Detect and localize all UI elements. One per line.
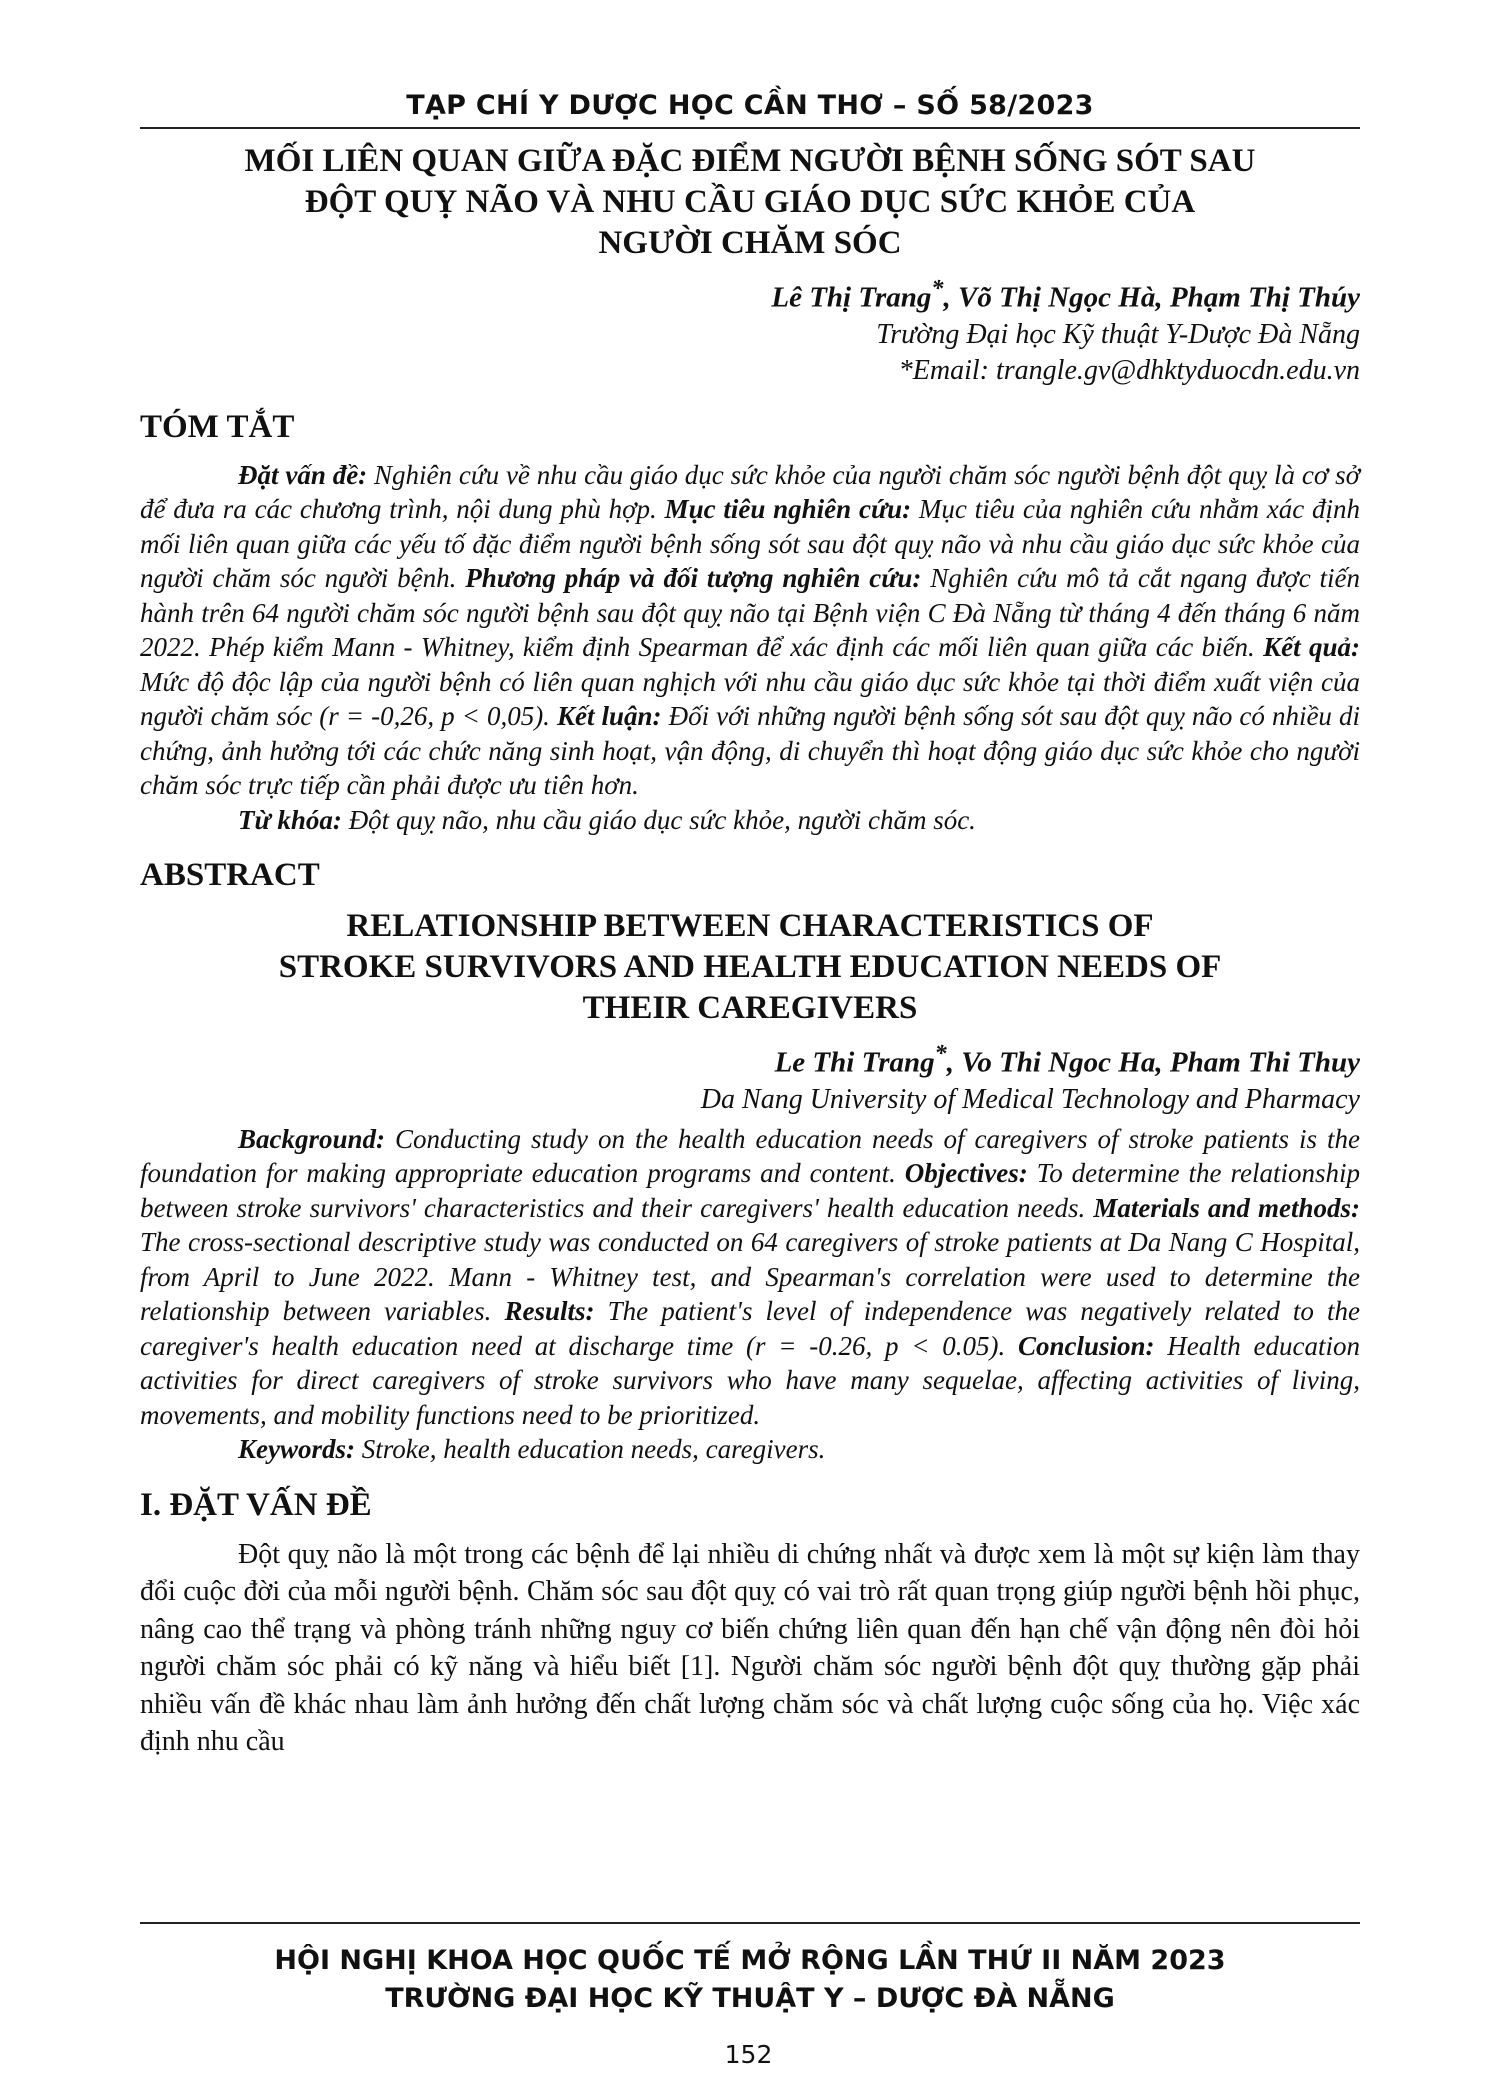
summary-label: Mục tiêu nghiên cứu: — [664, 494, 912, 525]
summary-label: Phương pháp và đối tượng nghiên cứu: — [465, 563, 922, 594]
vi-affiliation: Trường Đại học Kỹ thuật Y-Dược Đà Nẵng — [876, 318, 1360, 350]
abstract-text: To determine the relationship between stroke survivors' characteristics and their caregivers' health education needs. — [140, 1158, 1360, 1223]
abstract-label: Results: — [504, 1296, 595, 1327]
abstract-label: Background: — [238, 1123, 386, 1154]
journal-header: TẠP CHÍ Y DƯỢC HỌC CẦN THƠ – SỐ 58/2023 — [140, 90, 1360, 129]
page-number: 152 — [724, 2040, 773, 2069]
vi-author-rest: , Võ Thị Ngọc Hà, Phạm Thị Thúy — [943, 281, 1360, 314]
keywords-label: Từ khóa: — [238, 804, 342, 835]
vi-author-mark: * — [931, 275, 944, 302]
summary-text: Mức độ độc lập của người bệnh có liên quan nghịch với nhu cầu giáo dục sức khỏe tại thời điểm xuất viện của người chăm sóc (r = -0,26, p < 0,05). — [140, 666, 1360, 732]
en-keywords — [140, 1432, 1360, 1467]
abstract-label: Conclusion: — [1017, 1330, 1155, 1361]
en-authors — [140, 1035, 1360, 1082]
abstract-text: Health education activities for direct caregivers of stroke survivors who have many sequelae, affecting activities of living, movements, and mobility functions need to be prioritized. — [140, 1330, 1360, 1430]
footer-line: HỘI NGHỊ KHOA HỌC QUỐC TẾ MỞ RỘNG LẦN THỨ II NĂM 2023 — [274, 1945, 1226, 1976]
vi-keywords — [140, 803, 1360, 838]
intro-paragraph: Đột quỵ não là một trong các bệnh để lại nhiều di chứng nhất và được xem là một sự kiện làm thay đổi cuộc đời của mỗi người bệnh. Chăm sóc sau đột quỵ có vai trò rất quan trọng giúp người bệnh hồi phục, nâng cao thể trạng và phòng tránh những nguy cơ biến chứng liên quan đến hạn chế vận động nên đòi hỏi người chăm sóc phải có kỹ năng và hiểu biết [1]. Người chăm sóc người bệnh đột quỵ thường gặp phải nhiều vấn đề khác nhau làm ảnh hưởng đến chất lượng chăm sóc và chất lượng cuộc sống của họ. Việc xác định nhu cầu — [140, 1538, 1360, 1758]
summary-label: Kết quả: — [1263, 632, 1360, 663]
en-author-rest: , Vo Thi Ngoc Ha, Pham Thi Thuy — [946, 1046, 1360, 1079]
vi-title-line: ĐỘT QUỴ NÃO VÀ NHU CẦU GIÁO DỤC SỨC KHỎE CỦA — [304, 184, 1196, 220]
vi-title-line: MỐI LIÊN QUAN GIỮA ĐẶC ĐIỂM NGƯỜI BỆNH SỐNG SÓT SAU — [244, 143, 1256, 179]
en-author-mark: * — [934, 1040, 947, 1068]
summary-text: Nghiên cứu mô tả cắt ngang được tiến hành trên 64 người chăm sóc người bệnh sau đột quỵ não tại Bệnh viện C Đà Nẵng từ tháng 4 đến tháng 6 năm 2022. Phép kiểm Mann - Whitney, kiểm định Spearman để xác định các mối liên quan giữa các biến. — [140, 563, 1361, 663]
en-title-line: STROKE SURVIVORS AND HEALTH EDUCATION NEEDS OF — [278, 949, 1222, 986]
en-abstract-paragraph — [140, 1122, 1360, 1433]
intro-heading: I. ĐẶT VẤN ĐỀ — [140, 1486, 372, 1523]
en-title — [140, 906, 1360, 1029]
keywords-label: Keywords: — [238, 1434, 355, 1465]
summary-text: Mục tiêu của nghiên cứu nhằm xác định mối liên quan giữa các yếu tố đặc điểm người bệnh sống sót sau đột quỵ não và nhu cầu giáo dục sức khỏe của người chăm sóc người bệnh. — [140, 494, 1360, 594]
abstract-label: Objectives: — [904, 1158, 1028, 1189]
vi-title-line: NGƯỜI CHĂM SÓC — [598, 225, 902, 261]
abstract-text: The cross-sectional descriptive study was conducted on 64 caregivers of stroke patients at Da Nang C Hospital, from April to June 2022. Mann - Whitney test, and Spearman's correlation were used to determine the relationship between variables. — [140, 1227, 1360, 1327]
abstract-text: Conducting study on the health education needs of caregivers of stroke patients is the foundation for making appropriate education programs and content. — [140, 1123, 1360, 1189]
footer-line: TRƯỜNG ĐẠI HỌC KỸ THUẬT Y – DƯỢC ĐÀ NẴNG — [385, 1983, 1115, 2014]
en-title-line: RELATIONSHIP BETWEEN CHARACTERISTICS OF — [346, 908, 1154, 945]
summary-text: Nghiên cứu về nhu cầu giáo dục sức khỏe của người chăm sóc người bệnh đột quỵ là cơ sở để đưa ra các chương trình, nội dung phù hợp. — [140, 459, 1361, 525]
summary-label: Đặt vấn đề: — [238, 459, 368, 490]
summary-heading: TÓM TẮT — [140, 408, 295, 445]
en-author-first: Le Thi Trang — [774, 1046, 935, 1079]
abstract-text: The patient's level of independence was negatively related to the caregiver's health education need at discharge time (r = -0.26, p < 0.05). — [140, 1296, 1360, 1361]
abstract-label: Materials and methods: — [1093, 1192, 1360, 1223]
abstract-heading: ABSTRACT — [140, 857, 320, 894]
vi-email: *Email: trangle.gv@dhktyduocdn.edu.vn — [898, 354, 1360, 386]
keywords-text: Đột quỵ não, nhu cầu giáo dục sức khỏe, người chăm sóc. — [341, 804, 976, 835]
summary-label: Kết luận: — [556, 701, 662, 732]
en-title-line: THEIR CAREGIVERS — [582, 990, 918, 1027]
summary-text: Đối với những người bệnh sống sót sau đột quỵ não có nhiều di chứng, ảnh hưởng tới các chức năng sinh hoạt, vận động, di chuyển thì hoạt động giáo dục sức khỏe cho người chăm sóc trực tiếp cần phải được ưu tiên hơn. — [140, 701, 1360, 801]
footer — [140, 1922, 1360, 2018]
en-affiliation: Da Nang University of Medical Technology and Pharmacy — [700, 1083, 1360, 1115]
keywords-text: Stroke, health education needs, caregivers. — [355, 1434, 826, 1465]
vi-authors — [140, 270, 1360, 317]
vi-title — [140, 141, 1360, 264]
vi-summary-paragraph — [140, 458, 1360, 803]
vi-author-first: Lê Thị Trang — [771, 281, 932, 314]
